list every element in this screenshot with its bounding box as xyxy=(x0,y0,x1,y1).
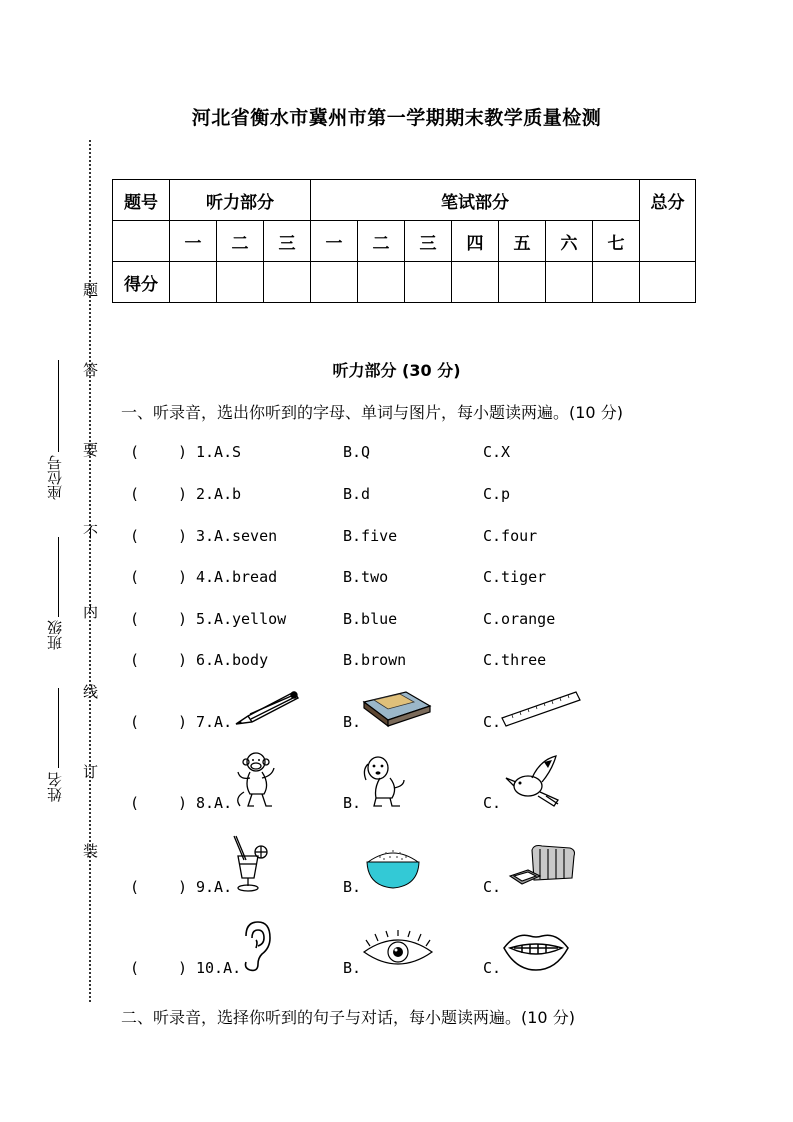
mouth-icon xyxy=(500,926,572,974)
option-c: C.p xyxy=(483,485,511,503)
answer-paren-open[interactable]: ( xyxy=(130,651,140,669)
listening-col: 二 xyxy=(217,221,264,262)
part1-heading: 一、听录音，选出你听到的字母、单词与图片，每小题读两遍。(10 分) xyxy=(121,403,623,422)
answer-paren-close: ) xyxy=(178,794,188,812)
total-header: 总分 xyxy=(640,180,696,262)
answer-paren-close: ) xyxy=(178,878,188,896)
question-number: 7.A. xyxy=(196,713,233,731)
question-number: 10.A. xyxy=(196,959,242,977)
question-number: 4.A. xyxy=(196,568,233,586)
question-number: 1.A. xyxy=(196,443,233,461)
pencil-icon xyxy=(232,688,300,728)
total-score-cell[interactable] xyxy=(640,262,696,303)
answer-paren-open[interactable]: ( xyxy=(130,713,140,731)
question-number: 2.A. xyxy=(196,485,233,503)
margin-char: 要 xyxy=(81,442,99,457)
answer-paren-open[interactable]: ( xyxy=(130,794,140,812)
score-cell[interactable] xyxy=(405,262,452,303)
question-number: 9.A. xyxy=(196,878,233,896)
writing-col: 六 xyxy=(546,221,593,262)
listening-col: 一 xyxy=(170,221,217,262)
margin-char: 不 xyxy=(81,524,99,539)
option-a: S xyxy=(232,443,242,461)
score-label: 得分 xyxy=(113,262,170,303)
dog-icon xyxy=(358,752,408,810)
juice-icon xyxy=(228,834,270,894)
score-table xyxy=(112,179,696,303)
row-label: 题号 xyxy=(113,180,170,221)
option-c: C. xyxy=(483,794,502,812)
row-label-spacer xyxy=(113,221,170,262)
answer-paren-close: ) xyxy=(178,485,188,503)
answer-paren-close: ) xyxy=(178,527,188,545)
option-b: B.two xyxy=(343,568,389,586)
writing-col: 五 xyxy=(499,221,546,262)
option-c: C.tiger xyxy=(483,568,547,586)
answer-paren-close: ) xyxy=(178,568,188,586)
option-b: B.d xyxy=(343,485,371,503)
margin-char: 线 xyxy=(81,684,99,699)
question-number: 5.A. xyxy=(196,610,233,628)
page-title: 河北省衡水市冀州市第一学期期末教学质量检测 xyxy=(191,107,602,129)
part2-heading: 二、听录音，选择你听到的句子与对话，每小题读两遍。(10 分) xyxy=(121,1008,575,1027)
monkey-icon xyxy=(230,748,278,810)
answer-paren-close: ) xyxy=(178,610,188,628)
question-number: 6.A. xyxy=(196,651,233,669)
answer-paren-open[interactable]: ( xyxy=(130,610,140,628)
bread-icon xyxy=(506,840,578,890)
answer-paren-open[interactable]: ( xyxy=(130,443,140,461)
writing-col: 二 xyxy=(358,221,405,262)
score-cell[interactable] xyxy=(593,262,640,303)
writing-header: 笔试部分 xyxy=(311,180,640,221)
option-b: B.five xyxy=(343,527,398,545)
eye-icon xyxy=(360,930,436,974)
option-a: body xyxy=(232,651,269,669)
option-b: B. xyxy=(343,713,362,731)
score-cell[interactable] xyxy=(358,262,405,303)
section-title: 听力部分 (30 分) xyxy=(332,361,461,380)
answer-paren-close: ) xyxy=(178,959,188,977)
margin-char: 答 xyxy=(81,362,99,377)
option-b: B. xyxy=(343,878,362,896)
name-label: 姓名 xyxy=(46,772,64,802)
binding-dotted-line xyxy=(89,140,91,1002)
class-line xyxy=(58,537,59,617)
name-line xyxy=(58,688,59,768)
option-b: B.brown xyxy=(343,651,407,669)
writing-col: 七 xyxy=(593,221,640,262)
ruler-icon xyxy=(500,688,584,728)
ear-icon xyxy=(238,918,274,974)
score-cell[interactable] xyxy=(217,262,264,303)
score-cell[interactable] xyxy=(452,262,499,303)
seat-number-label: 座位号 xyxy=(46,455,64,500)
option-b: B. xyxy=(343,794,362,812)
option-c: C. xyxy=(483,878,502,896)
class-label: 班级 xyxy=(46,620,64,650)
answer-paren-open[interactable]: ( xyxy=(130,878,140,896)
rice-bowl-icon xyxy=(364,842,422,892)
writing-col: 三 xyxy=(405,221,452,262)
option-b: B.blue xyxy=(343,610,398,628)
option-b: B. xyxy=(343,959,362,977)
listening-header: 听力部分 xyxy=(170,180,311,221)
option-c: C. xyxy=(483,713,502,731)
option-a: seven xyxy=(232,527,278,545)
margin-char: 内 xyxy=(81,604,99,619)
margin-char: 装 xyxy=(81,843,99,858)
answer-paren-open[interactable]: ( xyxy=(130,527,140,545)
score-cell[interactable] xyxy=(264,262,311,303)
answer-paren-open[interactable]: ( xyxy=(130,485,140,503)
score-cell[interactable] xyxy=(546,262,593,303)
option-c: C. xyxy=(483,959,502,977)
option-a: yellow xyxy=(232,610,287,628)
writing-col: 四 xyxy=(452,221,499,262)
margin-char: 订 xyxy=(81,764,99,779)
listening-col: 三 xyxy=(264,221,311,262)
option-c: C.three xyxy=(483,651,547,669)
option-c: C.four xyxy=(483,527,538,545)
score-cell[interactable] xyxy=(311,262,358,303)
answer-paren-open[interactable]: ( xyxy=(130,568,140,586)
bird-icon xyxy=(500,752,566,810)
answer-paren-open[interactable]: ( xyxy=(130,959,140,977)
question-number: 8.A. xyxy=(196,794,233,812)
answer-paren-close: ) xyxy=(178,651,188,669)
writing-col: 一 xyxy=(311,221,358,262)
answer-paren-close: ) xyxy=(178,443,188,461)
score-cell[interactable] xyxy=(499,262,546,303)
option-a: b xyxy=(232,485,242,503)
margin-char: 题 xyxy=(81,282,99,297)
option-c: C.orange xyxy=(483,610,556,628)
option-c: C.X xyxy=(483,443,511,461)
eraser-icon xyxy=(360,688,434,728)
score-cell[interactable] xyxy=(170,262,217,303)
answer-paren-close: ) xyxy=(178,713,188,731)
question-number: 3.A. xyxy=(196,527,233,545)
option-a: bread xyxy=(232,568,278,586)
option-b: B.Q xyxy=(343,443,371,461)
